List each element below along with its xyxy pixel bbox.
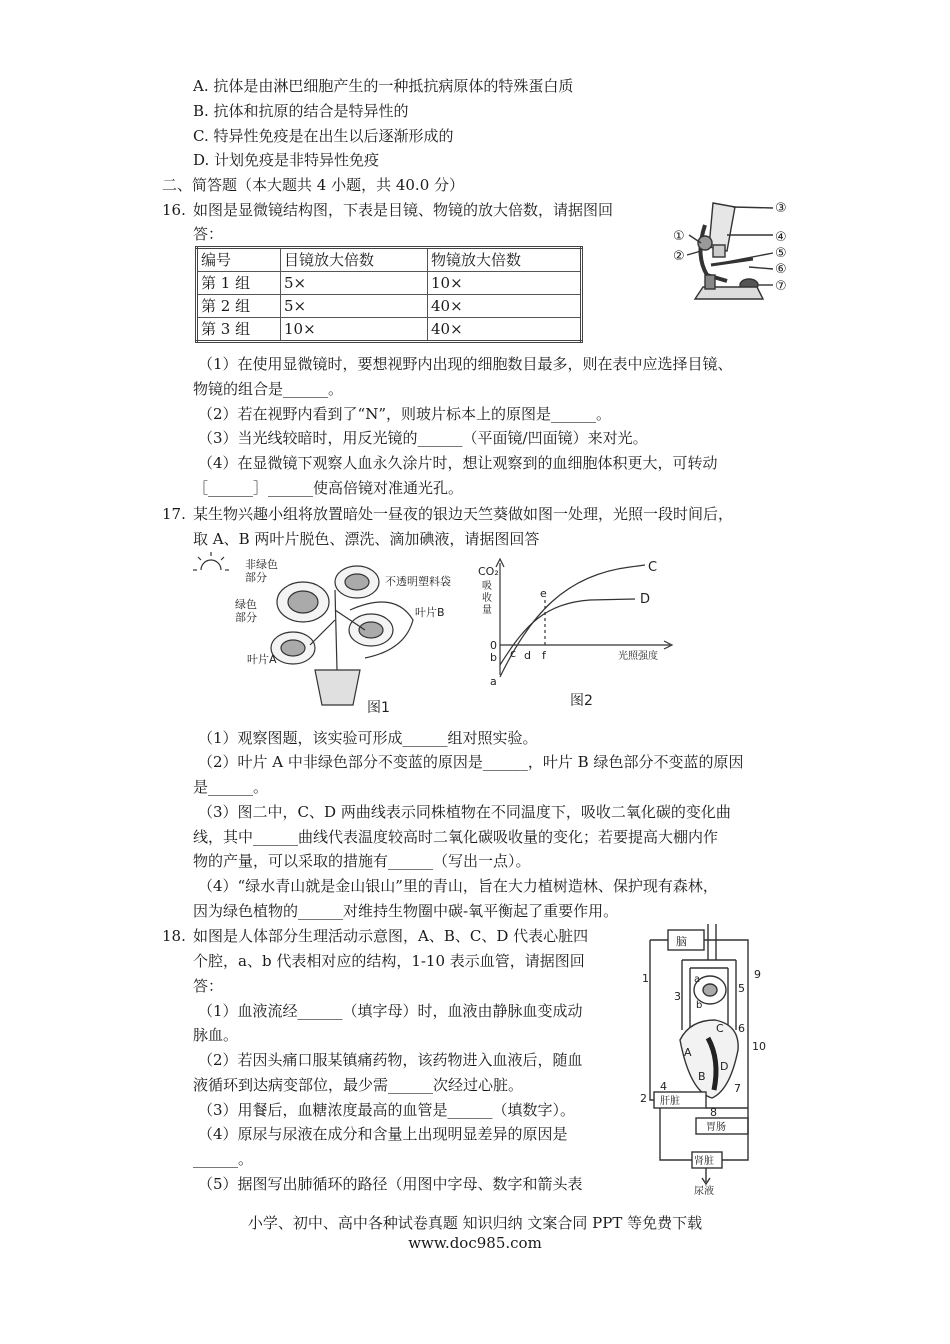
q17-stem-line2: 取 A、B 两叶片脱色、漂洗、滴加碘液，请据图回答 <box>193 530 540 548</box>
table-cell: 5× <box>281 272 428 295</box>
table-row <box>197 295 582 318</box>
q18-sub2-line2: 液循环到达病变部位，最少需______次经过心脏。 <box>193 1076 524 1094</box>
label-nongreen: 非绿色 <box>245 558 278 571</box>
table-header-cell: 目镜放大倍数 <box>281 248 428 272</box>
y-axis-label-2: 吸 <box>482 581 492 592</box>
y-axis-label-4: 量 <box>482 605 492 616</box>
label-bag: 不透明塑料袋 <box>385 575 451 588</box>
stomach-label: 胃肠 <box>706 1122 726 1133</box>
q16-stem-line1: 如图是显微镜结构图，下表是目镜、物镜的放大倍数，请据图回 <box>193 201 614 219</box>
q17-sub3-line1: （3）图二中，C、D 两曲线表示同株植物在不同温度下，吸收二氧化碳的变化曲 <box>198 803 731 821</box>
q18-number: 18. <box>162 927 186 945</box>
table-cell: 第 1 组 <box>197 272 281 295</box>
label-4: ④ <box>775 230 787 245</box>
table-cell: 第 2 组 <box>197 295 281 318</box>
q18-stem-line3: 答： <box>193 977 224 995</box>
y-axis-label-3: 收 <box>482 593 492 604</box>
q17-sub1: （1）观察图题，该实验可形成______组对照实验。 <box>198 729 538 747</box>
vessel-5-label: 5 <box>738 982 745 995</box>
y-axis-label: CO₂ <box>478 565 499 578</box>
structure-a-label: a <box>694 974 701 985</box>
table-row <box>197 318 582 342</box>
vessel-3-label: 3 <box>674 990 681 1003</box>
q18-sub2-line1: （2）若因头痛口服某镇痛药物，该药物进入血液后，随血 <box>198 1051 583 1069</box>
label-3: ③ <box>775 201 787 216</box>
brain-label: 脑 <box>676 935 687 948</box>
label-2: ② <box>673 249 685 264</box>
liver-label: 肝脏 <box>660 1096 680 1107</box>
vessel-10-label: 10 <box>752 1040 766 1053</box>
q17-sub2-line2: 是______。 <box>193 778 269 796</box>
q17-stem-line1: 某生物兴趣小组将放置暗处一昼夜的银边天竺葵做如图一处理，光照一段时间后， <box>193 505 734 523</box>
label-7: ⑦ <box>775 279 787 294</box>
vessel-1-label: 1 <box>642 972 649 985</box>
q16-sub1-line2: 物镜的组合是______。 <box>193 380 344 398</box>
q16-sub4-line2: ［______］______使高倍镜对准通光孔。 <box>193 479 464 497</box>
structure-b-label: b <box>696 1000 703 1011</box>
label-1: ① <box>673 229 685 244</box>
label-green: 绿色 <box>235 598 257 611</box>
circulation-figure <box>630 920 780 1195</box>
point-e-label: e <box>540 587 547 600</box>
magnification-table <box>195 246 583 343</box>
label-leaf-a: 叶片A <box>247 653 277 666</box>
section-2-title: 二、简答题（本大题共 4 小题，共 40.0 分） <box>162 176 465 194</box>
curve-d-label: D <box>640 592 651 607</box>
kidney-label: 肾脏 <box>694 1156 714 1167</box>
figure-2-caption: 图2 <box>570 693 593 709</box>
table-cell: 10× <box>428 272 582 295</box>
footer-text: 小学、初中、高中各种试卷真题 知识归纳 文案合同 PPT 等免费下载 <box>247 1214 703 1232</box>
q17-sub2-line1: （2）叶片 A 中非绿色部分不变蓝的原因是______，叶片 B 绿色部分不变蓝的原因 <box>198 753 744 771</box>
curve-c-label: C <box>648 560 658 575</box>
table-cell: 40× <box>428 295 582 318</box>
q17-sub4-line1: （4）“绿水青山就是金山银山”里的青山，旨在大力植树造林、保护现有森林， <box>198 877 718 895</box>
q16-sub3: （3）当光线较暗时，用反光镜的______（平面镜/凹面镜）来对光。 <box>198 429 648 447</box>
table-cell: 第 3 组 <box>197 318 281 342</box>
q17-sub3-line2: 线，其中______曲线代表温度较高时二氧化碳吸收量的变化；若要提高大棚内作 <box>193 828 719 846</box>
q17-sub4-line2: 因为绿色植物的______对维持生物圈中碳-氧平衡起了重要作用。 <box>193 902 619 920</box>
urine-label: 尿液 <box>694 1186 714 1197</box>
table-cell: 5× <box>281 295 428 318</box>
label-green-2: 部分 <box>235 611 257 624</box>
table-header-row <box>197 248 582 272</box>
label-leaf-b: 叶片B <box>415 606 445 619</box>
q16-sub1-line1: （1）在使用显微镜时，要想视野内出现的细胞数目最多，则在表中应选择目镜、 <box>198 355 733 373</box>
table-cell: 10× <box>281 318 428 342</box>
q17-sub3-line3: 物的产量，可以采取的措施有______（写出一点）。 <box>193 852 531 870</box>
chamber-b-label: B <box>698 1070 706 1083</box>
vessel-2-label: 2 <box>640 1092 647 1105</box>
point-f-label: f <box>542 649 546 662</box>
q16-number: 16. <box>162 201 186 219</box>
vessel-9-label: 9 <box>754 968 761 981</box>
vessel-4-label: 4 <box>660 1080 667 1093</box>
co2-curve-figure <box>470 555 680 715</box>
plant-figure <box>195 550 455 720</box>
chamber-a-label: A <box>684 1046 692 1059</box>
table-row <box>197 272 582 295</box>
q18-sub3: （3）用餐后，血糖浓度最高的血管是______（填数字）。 <box>198 1101 576 1119</box>
q16-sub4-line1: （4）在显微镜下观察人血永久涂片时，想让观察到的血细胞体积更大，可转动 <box>198 454 718 472</box>
x-axis-label: 光照强度 <box>618 651 658 662</box>
chamber-d-label: D <box>720 1060 729 1073</box>
chamber-c-label: C <box>716 1022 724 1035</box>
q18-sub1-line2: 脉血。 <box>193 1026 239 1044</box>
q17-number: 17. <box>162 505 186 523</box>
table-header-cell: 编号 <box>197 248 281 272</box>
point-d-label: d <box>524 649 531 662</box>
vessel-7-label: 7 <box>734 1082 741 1095</box>
origin-label: 0 <box>490 639 497 652</box>
point-c-label: c <box>510 647 517 660</box>
q16-stem-line2: 答： <box>193 225 224 243</box>
q15-option-b: B. 抗体和抗原的结合是特异性的 <box>193 102 409 120</box>
microscope-figure <box>665 195 795 315</box>
label-nongreen-2: 部分 <box>245 571 267 584</box>
point-b-label: b <box>490 651 497 664</box>
figure-1-caption: 图1 <box>367 700 390 716</box>
q18-stem-line2: 个腔，a、b 代表相对应的结构，1-10 表示血管，请据图回 <box>193 952 585 970</box>
q18-sub4-line2: ______。 <box>193 1150 254 1168</box>
q16-sub2: （2）若在视野内看到了“N”，则玻片标本上的原图是______。 <box>198 405 612 423</box>
label-5: ⑤ <box>775 246 787 261</box>
table-header-cell: 物镜放大倍数 <box>428 248 582 272</box>
q18-sub5: （5）据图写出肺循环的路径（用图中字母、数字和箭头表 <box>198 1175 583 1193</box>
sun-icon <box>193 552 229 570</box>
q15-option-c: C. 特异性免疫是在出生以后逐渐形成的 <box>193 127 454 145</box>
q18-sub1-line1: （1）血液流经______（填字母）时，血液由静脉血变成动 <box>198 1002 583 1020</box>
q18-stem-line1: 如图是人体部分生理活动示意图，A、B、C、D 代表心脏四 <box>193 927 589 945</box>
q15-option-a: A. 抗体是由淋巴细胞产生的一种抵抗病原体的特殊蛋白质 <box>193 77 574 95</box>
q18-sub4-line1: （4）原尿与尿液在成分和含量上出现明显差异的原因是 <box>198 1125 568 1143</box>
label-6: ⑥ <box>775 262 787 277</box>
table-cell: 40× <box>428 318 582 342</box>
vessel-6-label: 6 <box>738 1022 745 1035</box>
footer-url[interactable]: www.doc985.com <box>408 1234 542 1252</box>
point-a-label: a <box>490 675 497 688</box>
vessel-8-label: 8 <box>710 1106 717 1119</box>
q15-option-d: D. 计划免疫是非特异性免疫 <box>193 151 380 169</box>
